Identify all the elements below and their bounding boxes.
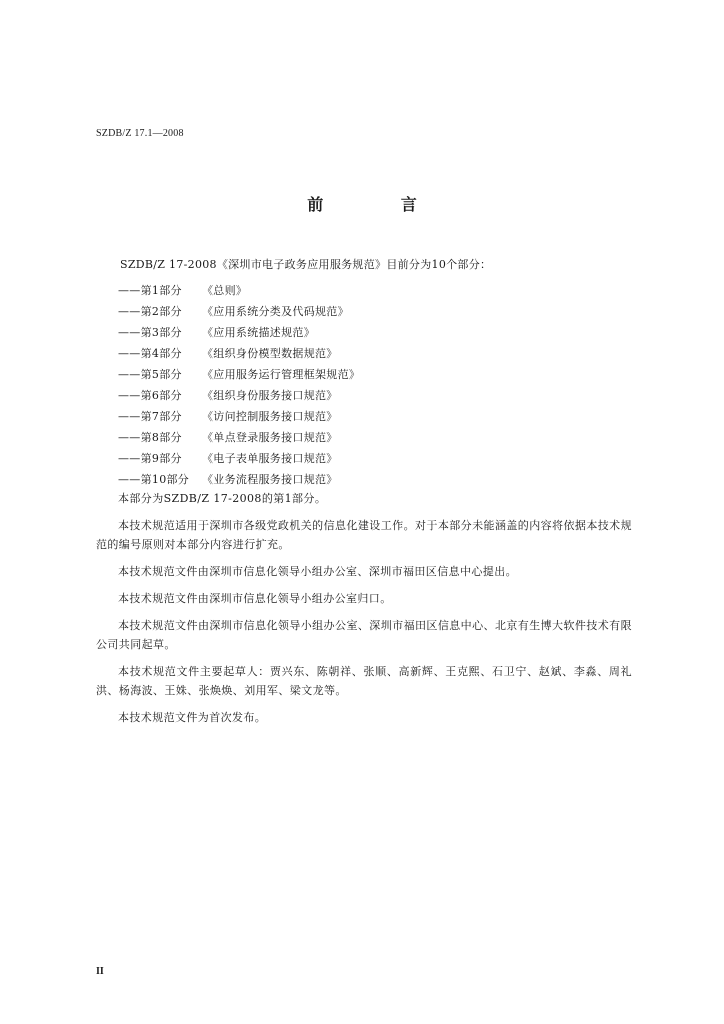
page-title: 前 言 — [307, 195, 453, 214]
paragraph: 本技术规范文件由深圳市信息化领导小组办公室归口。 — [118, 592, 392, 605]
parts-list — [118, 280, 360, 490]
part-name: 《应用系统描述规范》 — [202, 326, 315, 339]
list-item — [118, 469, 360, 490]
part-name: 《组织身份服务接口规范》 — [202, 389, 338, 402]
part-number: ——第7部分 — [118, 410, 182, 423]
part-number: ——第2部分 — [118, 305, 182, 318]
part-number: ——第9部分 — [118, 452, 182, 465]
part-number: ——第4部分 — [118, 347, 182, 360]
paragraph: 本部分为SZDB/Z 17-2008的第1部分。 — [118, 492, 327, 505]
body-text — [96, 489, 632, 735]
paragraph: 本技术规范文件为首次发布。 — [118, 711, 267, 724]
part-number: ——第1部分 — [118, 284, 182, 297]
part-number: ——第5部分 — [118, 368, 182, 381]
list-item — [118, 448, 360, 469]
paragraph: 本技术规范文件主要起草人：贾兴东、陈朝祥、张顺、高新辉、王克熙、石卫宁、赵斌、李淼、周礼洪、杨海波、王姝、张焕焕、刘用军、梁文龙等。 — [96, 665, 632, 697]
paragraph: 本技术规范文件由深圳市信息化领导小组办公室、深圳市福田区信息中心提出。 — [118, 565, 517, 578]
list-item — [118, 343, 360, 364]
intro-paragraph: SZDB/Z 17-2008《深圳市电子政务应用服务规范》目前分为10个部分： — [120, 258, 492, 271]
list-item — [118, 301, 360, 322]
part-number: ——第10部分 — [118, 473, 190, 486]
list-item — [118, 385, 360, 406]
page-number: II — [96, 966, 104, 977]
standard-code: SZDB/Z 17.1—2008 — [96, 128, 184, 139]
part-name: 《应用系统分类及代码规范》 — [202, 305, 349, 318]
list-item — [118, 280, 360, 301]
part-name: 《组织身份模型数据规范》 — [202, 347, 338, 360]
list-item — [118, 364, 360, 385]
part-number: ——第6部分 — [118, 389, 182, 402]
list-item — [118, 406, 360, 427]
part-name: 《单点登录服务接口规范》 — [202, 431, 338, 444]
part-name: 《业务流程服务接口规范》 — [202, 473, 338, 486]
part-number: ——第3部分 — [118, 326, 182, 339]
part-name: 《应用服务运行管理框架规范》 — [202, 368, 361, 381]
paragraph: 本技术规范文件由深圳市信息化领导小组办公室、深圳市福田区信息中心、北京有生博大软件技术有限公司共同起草。 — [96, 619, 632, 651]
list-item — [118, 427, 360, 448]
part-number: ——第8部分 — [118, 431, 182, 444]
list-item — [118, 322, 360, 343]
part-name: 《电子表单服务接口规范》 — [202, 452, 338, 465]
part-name: 《总则》 — [202, 284, 248, 297]
part-name: 《访问控制服务接口规范》 — [202, 410, 338, 423]
paragraph: 本技术规范适用于深圳市各级党政机关的信息化建设工作。对于本部分未能涵盖的内容将依据本技术规范的编号原则对本部分内容进行扩充。 — [96, 519, 632, 551]
